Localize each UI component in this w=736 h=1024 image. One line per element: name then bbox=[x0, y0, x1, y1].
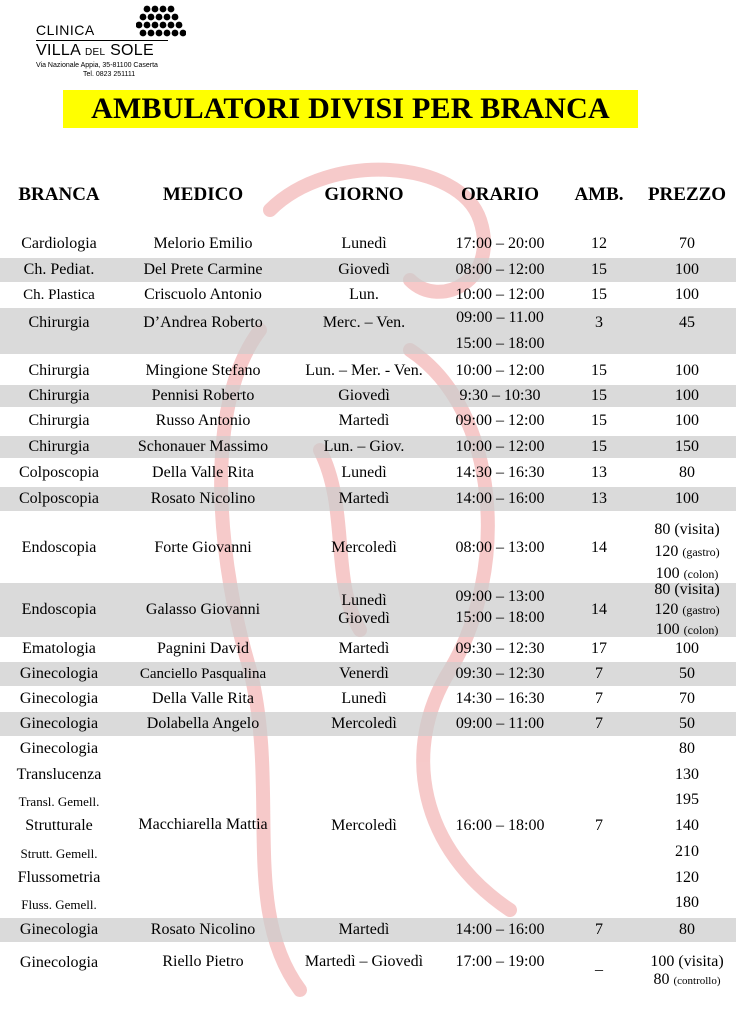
cell-amb: 15 bbox=[591, 261, 607, 278]
table-row bbox=[0, 232, 736, 256]
cell-amb: 15 bbox=[591, 438, 607, 455]
cell-prezzo: 100 (colon) bbox=[655, 565, 719, 582]
table-row bbox=[0, 918, 736, 942]
cell-prezzo: 100 bbox=[675, 412, 699, 429]
cell-orario: 17:00 – 20:00 bbox=[455, 235, 545, 252]
cell-giorno: Merc. – Ven. bbox=[322, 314, 406, 331]
cell-amb: 12 bbox=[591, 235, 607, 252]
cell-medico: Pennisi Roberto bbox=[151, 387, 255, 404]
table-row bbox=[0, 284, 736, 306]
table-row bbox=[0, 740, 736, 920]
cell-giorno: Giovedì bbox=[338, 261, 390, 278]
table-row bbox=[0, 385, 736, 407]
clinic-phone: Tel. 0823 251111 bbox=[83, 71, 136, 78]
cell-amb: 14 bbox=[591, 601, 607, 618]
cell-branca: Endoscopia bbox=[21, 539, 97, 556]
cell-branca: Chirurgia bbox=[28, 314, 90, 331]
table-row bbox=[0, 308, 736, 354]
cell-prezzo: 80 bbox=[679, 921, 695, 938]
table-row bbox=[0, 360, 736, 382]
cell-branca: Ginecologia bbox=[19, 665, 99, 682]
dot-grid-icon bbox=[136, 4, 186, 40]
cell-amb: 15 bbox=[591, 412, 607, 429]
header-medico: MEDICO bbox=[162, 184, 244, 205]
cell-prezzo: 140 bbox=[675, 817, 699, 835]
cell-branca: Fluss. Gemell. bbox=[21, 897, 97, 913]
cell-giorno: Lun. – Mer. - Ven. bbox=[305, 362, 423, 379]
cell-orario: 14:30 – 16:30 bbox=[455, 464, 545, 481]
table-row bbox=[0, 258, 736, 282]
cell-branca: Endoscopia bbox=[21, 601, 97, 618]
cell-giorno: Martedì bbox=[338, 490, 390, 507]
cell-orario: 16:00 – 18:00 bbox=[455, 817, 545, 835]
table-row bbox=[0, 688, 736, 710]
cell-prezzo: 45 bbox=[679, 314, 695, 331]
cell-prezzo: 210 bbox=[675, 842, 699, 860]
cell-orario: 15:00 – 18:00 bbox=[455, 609, 545, 626]
cell-giorno: Mercoledì bbox=[331, 817, 397, 835]
cell-medico: Galasso Giovanni bbox=[145, 601, 261, 618]
cell-prezzo: 120 bbox=[675, 868, 699, 886]
cell-prezzo: 70 bbox=[679, 235, 695, 252]
cell-branca: Ch. Plastica bbox=[23, 287, 95, 303]
cell-medico: Russo Antonio bbox=[155, 412, 251, 429]
header-orario: ORARIO bbox=[460, 184, 540, 205]
cell-prezzo: 100 (colon) bbox=[655, 621, 719, 638]
cell-prezzo: 50 bbox=[679, 665, 695, 682]
cell-amb: 15 bbox=[591, 286, 607, 303]
table-row bbox=[0, 662, 736, 686]
cell-medico: Schonauer Massimo bbox=[137, 438, 269, 455]
cell-giorno: Lun. – Giov. bbox=[323, 438, 405, 455]
cell-medico: Criscuolo Antonio bbox=[144, 286, 262, 303]
cell-orario: 09:00 – 11.00 bbox=[456, 309, 544, 326]
cell-orario: 10:00 – 12:00 bbox=[455, 286, 545, 303]
cell-prezzo: 80 bbox=[679, 740, 695, 757]
cell-giorno: Lunedì bbox=[341, 235, 387, 252]
table-row bbox=[0, 712, 736, 736]
table-row bbox=[0, 513, 736, 583]
cell-medico: Macchiarella Mattia bbox=[138, 816, 268, 834]
table-row bbox=[0, 462, 736, 484]
cell-orario: 9:30 – 10:30 bbox=[459, 387, 541, 404]
cell-giorno: Lunedì bbox=[341, 592, 387, 609]
cell-prezzo: 150 bbox=[675, 438, 699, 455]
cell-orario: 10:00 – 12:00 bbox=[455, 438, 545, 455]
cell-amb: 13 bbox=[591, 490, 607, 507]
header-giorno: GIORNO bbox=[324, 184, 404, 205]
cell-amb: 7 bbox=[595, 921, 603, 938]
cell-orario: 09:00 – 11:00 bbox=[455, 715, 545, 732]
cell-branca: Chirurgia bbox=[28, 438, 90, 455]
table-row bbox=[0, 952, 736, 992]
cell-branca: Chirurgia bbox=[28, 387, 90, 404]
cell-orario: 09:30 – 12:30 bbox=[455, 640, 545, 657]
cell-prezzo: 100 bbox=[675, 261, 699, 278]
cell-branca: Ch. Pediat. bbox=[23, 261, 95, 278]
cell-medico: Melorio Emilio bbox=[153, 235, 253, 252]
cell-medico: Rosato Nicolino bbox=[150, 490, 256, 507]
cell-branca: Ginecologia bbox=[19, 715, 99, 732]
cell-giorno: Martedì – Giovedì bbox=[304, 953, 424, 970]
cell-orario: 09:30 – 12:30 bbox=[455, 665, 545, 682]
cell-amb: 7 bbox=[595, 690, 603, 707]
cell-branca: Strutt. Gemell. bbox=[20, 845, 98, 861]
cell-amb: 14 bbox=[591, 539, 607, 556]
cell-branca: Strutturale bbox=[25, 817, 93, 835]
cell-amb: 7 bbox=[595, 817, 603, 835]
cell-amb: 7 bbox=[595, 665, 603, 682]
cell-orario: 15:00 – 18:00 bbox=[455, 335, 545, 352]
cell-orario: 08:00 – 12:00 bbox=[455, 261, 545, 278]
cell-prezzo: 100 bbox=[675, 286, 699, 303]
cell-giorno: Mercoledì bbox=[331, 715, 397, 732]
cell-prezzo: 80 (visita) bbox=[654, 521, 720, 538]
cell-prezzo: 100 bbox=[675, 490, 699, 507]
cell-prezzo: 120 (gastro) bbox=[654, 543, 720, 560]
table-row bbox=[0, 583, 736, 637]
cell-prezzo: 80 (visita) bbox=[654, 581, 720, 598]
cell-branca: Colposcopia bbox=[19, 464, 99, 481]
cell-branca: Ematologia bbox=[22, 640, 96, 657]
cell-giorno: Lunedì bbox=[341, 690, 387, 707]
clinic-logo bbox=[36, 4, 196, 80]
cell-giorno: Lun. bbox=[349, 286, 379, 303]
cell-amb: 15 bbox=[591, 387, 607, 404]
table-row bbox=[0, 436, 736, 458]
cell-amb: 17 bbox=[591, 640, 607, 657]
cell-branca: Chirurgia bbox=[28, 412, 90, 429]
cell-branca: Ginecologia bbox=[19, 921, 99, 938]
cell-amb: 3 bbox=[595, 314, 603, 331]
cell-medico: Canciello Pasqualina bbox=[139, 666, 267, 682]
table-row bbox=[0, 638, 736, 660]
page-title: AMBULATORI DIVISI PER BRANCA bbox=[63, 90, 638, 128]
cell-prezzo: 80 bbox=[679, 464, 695, 481]
cell-prezzo: 100 (visita) bbox=[650, 953, 724, 970]
cell-medico: Rosato Nicolino bbox=[150, 921, 256, 938]
cell-branca: Flussometria bbox=[17, 868, 101, 886]
cell-orario: 10:00 – 12:00 bbox=[455, 362, 545, 379]
cell-prezzo: 100 bbox=[675, 387, 699, 404]
cell-giorno: Giovedì bbox=[338, 387, 390, 404]
cell-medico: Del Prete Carmine bbox=[143, 261, 263, 278]
cell-giorno: Martedì bbox=[338, 640, 390, 657]
cell-branca: Ginecologia bbox=[19, 740, 99, 757]
cell-prezzo bbox=[638, 971, 736, 990]
header-amb: AMB. bbox=[574, 184, 624, 205]
cell-medico: Dolabella Angelo bbox=[146, 715, 260, 732]
cell-medico: Forte Giovanni bbox=[154, 539, 252, 556]
header-branca: BRANCA bbox=[18, 184, 100, 205]
cell-branca: Transl. Gemell. bbox=[18, 794, 100, 810]
cell-orario: 14:00 – 16:00 bbox=[455, 490, 545, 507]
cell-orario: 09:00 – 12:00 bbox=[455, 412, 545, 429]
cell-giorno: Venerdì bbox=[339, 665, 389, 682]
cell-giorno: Martedì bbox=[338, 921, 390, 938]
cell-branca: Ginecologia bbox=[19, 954, 99, 971]
header-prezzo: PREZZO bbox=[647, 184, 727, 205]
cell-branca: Ginecologia bbox=[19, 690, 99, 707]
cell-medico: Riello Pietro bbox=[162, 953, 244, 970]
cell-orario: 17:00 – 19:00 bbox=[455, 953, 545, 970]
cell-branca: Colposcopia bbox=[19, 490, 99, 507]
cell-prezzo: 120 (gastro) bbox=[654, 601, 720, 618]
cell-prezzo: 70 bbox=[679, 690, 695, 707]
clinic-address: Via Nazionale Appia, 35-81100 Caserta bbox=[36, 62, 158, 69]
cell-branca: Translucenza bbox=[16, 765, 102, 783]
cell-prezzo: 100 bbox=[675, 362, 699, 379]
cell-amb: 7 bbox=[595, 715, 603, 732]
cell-medico: Della Valle Rita bbox=[152, 690, 254, 707]
cell-amb: _ bbox=[595, 956, 603, 973]
cell-orario: 09:00 – 13:00 bbox=[455, 588, 545, 605]
cell-medico: D’Andrea Roberto bbox=[143, 314, 263, 331]
cell-giorno: Mercoledì bbox=[331, 539, 397, 556]
cell-prezzo: 180 bbox=[675, 894, 699, 912]
price-value: 80 bbox=[653, 971, 670, 988]
cell-giorno: Giovedì bbox=[338, 610, 390, 627]
cell-medico: Mingione Stefano bbox=[145, 362, 261, 379]
cell-medico: Pagnini David bbox=[157, 640, 249, 657]
cell-prezzo: 195 bbox=[675, 791, 699, 809]
cell-orario: 08:00 – 13:00 bbox=[455, 539, 545, 556]
cell-prezzo: 130 bbox=[675, 765, 699, 783]
cell-branca: Chirurgia bbox=[28, 362, 90, 379]
cell-medico: Della Valle Rita bbox=[152, 464, 254, 481]
cell-branca: Cardiologia bbox=[21, 235, 97, 252]
cell-amb: 13 bbox=[591, 464, 607, 481]
cell-prezzo: 50 bbox=[679, 715, 695, 732]
cell-giorno: Martedì bbox=[338, 412, 390, 429]
cell-prezzo: 100 bbox=[675, 640, 699, 657]
cell-giorno: Lunedì bbox=[341, 464, 387, 481]
clinic-name-line1: CLINICA bbox=[36, 22, 95, 38]
cell-orario: 14:00 – 16:00 bbox=[455, 921, 545, 938]
price-note: (controllo) bbox=[673, 975, 721, 987]
logo-rule bbox=[36, 40, 168, 41]
table-row bbox=[0, 410, 736, 432]
table-row bbox=[0, 487, 736, 511]
cell-orario: 14:30 – 16:30 bbox=[455, 690, 545, 707]
clinic-name-line2: VILLA DEL SOLE bbox=[36, 42, 154, 59]
cell-amb: 15 bbox=[591, 362, 607, 379]
